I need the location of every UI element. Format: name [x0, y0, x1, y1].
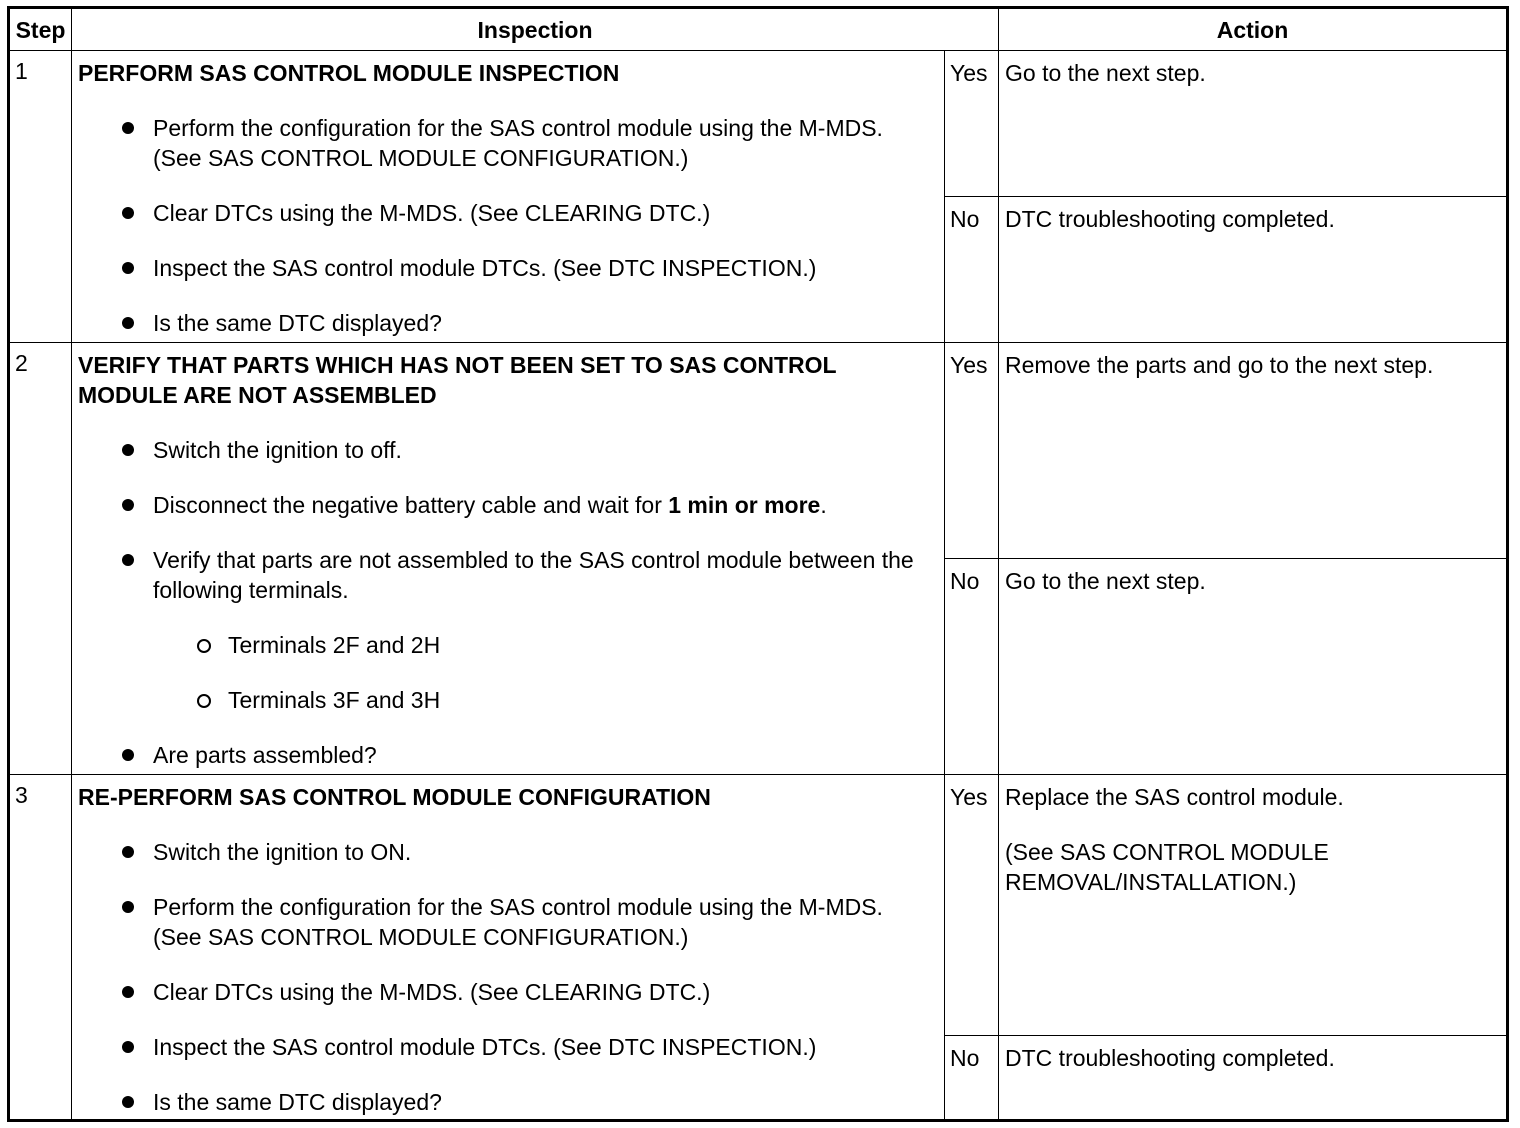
- step-title: VERIFY THAT PARTS WHICH HAS NOT BEEN SET TO SAS CONTROL MODULE ARE NOT ASSEMBLED: [78, 352, 837, 408]
- bullet-item: [78, 490, 924, 520]
- step-number: 2: [9, 343, 72, 775]
- no-label: No: [945, 197, 999, 343]
- sub-bullet-item: Terminals 2F and 2H: [78, 630, 924, 660]
- yes-label: Yes: [945, 775, 999, 1036]
- no-label: No: [945, 1036, 999, 1121]
- bullet-item: Perform the configuration for the SAS control module using the M-MDS. (See SAS CONTROL MODULE CONFIGURATION.): [78, 892, 924, 952]
- step-2-inspection: [72, 343, 945, 775]
- yes-action-reference: (See SAS CONTROL MODULE REMOVAL/INSTALLATION.): [1005, 839, 1329, 895]
- bullet-item: Inspect the SAS control module DTCs. (See DTC INSPECTION.): [78, 1032, 924, 1062]
- bullet-item: Clear DTCs using the M-MDS. (See CLEARING DTC.): [78, 198, 924, 228]
- troubleshooting-table: [7, 6, 1509, 1122]
- yes-action: Remove the parts and go to the next step.: [999, 343, 1508, 559]
- step-title: PERFORM SAS CONTROL MODULE INSPECTION: [78, 60, 620, 86]
- bullet-item: Is the same DTC displayed?: [78, 1087, 924, 1117]
- step-1-inspection: [72, 51, 945, 343]
- step-3-inspection: [72, 775, 945, 1121]
- step-number: 3: [9, 775, 72, 1121]
- header-step: Step: [9, 8, 72, 51]
- yes-action: Replace the SAS control module.: [1005, 784, 1344, 810]
- step-number: 1: [9, 51, 72, 343]
- bullet-item: Switch the ignition to ON.: [78, 837, 924, 867]
- no-action: DTC troubleshooting completed.: [999, 197, 1508, 343]
- bullet-item: Inspect the SAS control module DTCs. (See DTC INSPECTION.): [78, 253, 924, 283]
- bullet-item: Switch the ignition to off.: [78, 435, 924, 465]
- bullet-item: Are parts assembled?: [78, 740, 924, 770]
- bullet-text-end: .: [820, 492, 827, 518]
- no-action: Go to the next step.: [999, 559, 1508, 775]
- step-title: RE-PERFORM SAS CONTROL MODULE CONFIGURATION: [78, 784, 711, 810]
- no-action: DTC troubleshooting completed.: [999, 1036, 1508, 1121]
- no-label: No: [945, 559, 999, 775]
- yes-action: Go to the next step.: [999, 51, 1508, 197]
- yes-label: Yes: [945, 51, 999, 197]
- bullet-item: Is the same DTC displayed?: [78, 308, 924, 338]
- header-action: Action: [999, 8, 1508, 51]
- sub-bullet-item: Terminals 3F and 3H: [78, 685, 924, 715]
- step-3-yes-row: [9, 775, 1508, 1036]
- header-inspection: Inspection: [72, 8, 999, 51]
- bullet-item: Clear DTCs using the M-MDS. (See CLEARING DTC.): [78, 977, 924, 1007]
- bullet-item: Verify that parts are not assembled to the SAS control module between the following terminals.: [78, 545, 924, 605]
- step-2-yes-row: [9, 343, 1508, 559]
- yes-action-cell: [999, 775, 1508, 1036]
- step-1-yes-row: [9, 51, 1508, 197]
- bullet-emphasis: 1 min or more: [668, 492, 821, 518]
- bullet-text: Disconnect the negative battery cable and wait for: [153, 492, 669, 518]
- bullet-item: Perform the configuration for the SAS control module using the M-MDS. (See SAS CONTROL MODULE CONFIGURATION.): [78, 113, 924, 173]
- header-row: [9, 8, 1508, 51]
- yes-label: Yes: [945, 343, 999, 559]
